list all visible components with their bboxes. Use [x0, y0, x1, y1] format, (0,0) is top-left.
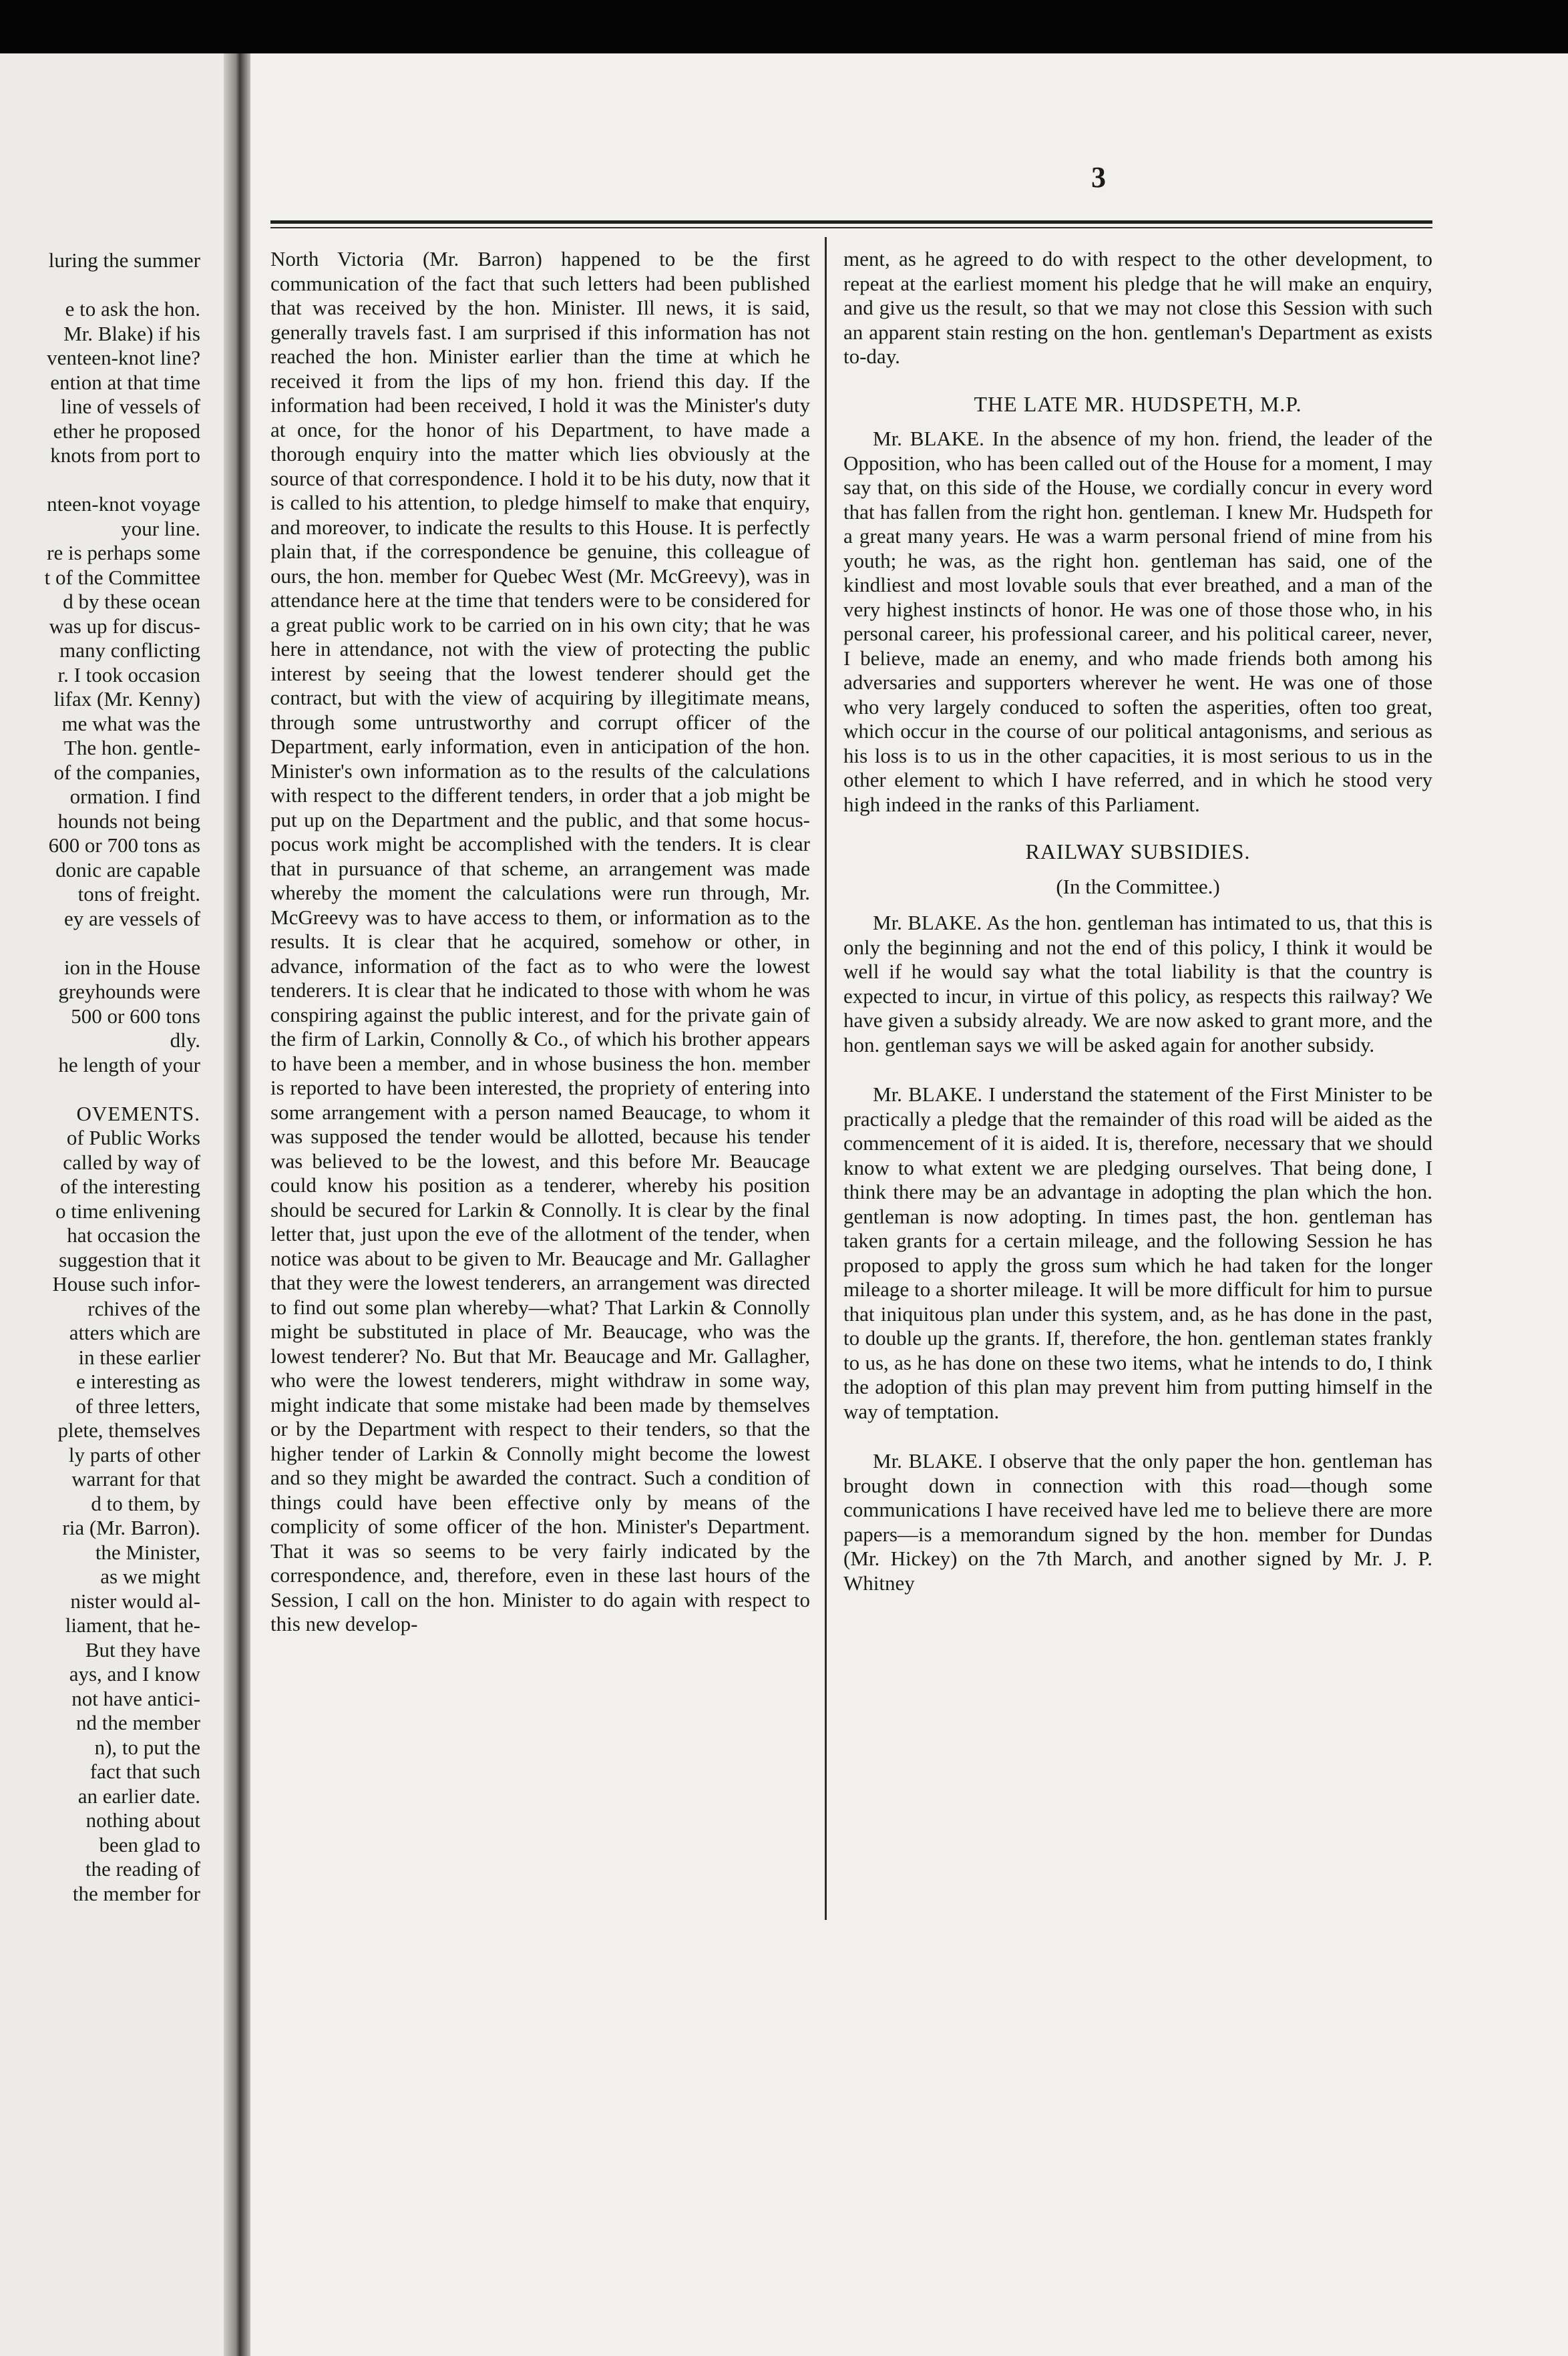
previous-page-line: suggestion that it — [59, 1247, 200, 1271]
previous-page-line: nothing about — [85, 1808, 200, 1832]
previous-page-line: dly. — [170, 1028, 200, 1052]
previous-page-line: e interesting as — [76, 1370, 200, 1393]
previous-page-line — [0, 273, 200, 298]
previous-page-line: r. I took occasion — [57, 662, 200, 686]
previous-page-line: greyhounds were — [58, 980, 200, 1003]
previous-page-lines — [0, 248, 200, 1906]
previous-page-line: plete, themselves — [57, 1418, 200, 1442]
previous-page-line: ria (Mr. Barron). — [62, 1516, 200, 1539]
previous-page-line — [0, 468, 200, 493]
previous-page-line: been glad to — [99, 1832, 200, 1856]
previous-page-line: d to them, by — [91, 1491, 200, 1515]
header-rule — [270, 220, 1432, 224]
previous-page-line: nd the member — [76, 1711, 200, 1734]
body-paragraph: North Victoria (Mr. Barron) happened to be the first communication of the fact that such letters had been published that was received by the hon. Minister. Ill news, it is said, generally travels fast. I am surprised if this information has not reached the hon. Minister earlier than the time at which he received it from the lips of my hon. friend this day. If the information had been received, I hold it was the Minister's duty at once, for the honor of his Department, to have made a thorough enquiry into the matter which lies obviously at the source of that correspondence. I hold it to be his duty, now that it is called to his attention, to pledge himself to make that enquiry, and moreover, to indicate the results to this House. It is perfectly plain that, if the correspondence be genuine, this colleague of ours, the hon. member for Quebec West (Mr. McGreevy), was in attendance here at the time that tenders were to be considered for a great public work to be carried on in his own city; that he was here in attendance, not with the view of protecting the public interest by seeing that the lowest tenderer should get the contract, but with the view of acquiring by illegitimate means, through some untrustworthy and corrupt officer of the Department, early information, even in anticipation of the hon. Minister's own information as to the results of the calculations with respect to the different tenders, in order that a job might be put up on the Department and the public, and that some hocus-pocus work might be accomplished with the tenders. It is clear that in pursuance of that scheme, an arrangement was made whereby the moment the calculations were run through, Mr. McGreevy was to have access to them, or information as to the results. It is clear that he acquired, somehow or other, in advance, information of the fact as to who were the lowest tenderers. It is clear that he indicated to those with whom he was conspiring against the public interest, and for the private gain of the firm of Larkin, Connolly & Co., of which his brother appears to have been a member, and in whose business the hon. member is reported to have been interested, the propriety of entering into some arrangement with a person named Beaucage, to whom it was supposed the tender would be allotted, because his tender was believed to be the lowest, and this before Mr. Beaucage could know his position as a tenderer, whereby his position should be secured for Larkin & Connolly. It is clear by the final letter that, just upon the eve of the allotment of the tender, when notice was about to be given to Mr. Beaucage and Mr. Gallagher that they were the lowest tenderers, an arrangement was directed to find out some plan whereby—what? That Larkin & Connolly might be substituted in place of Mr. Beaucage, who was the lowest tenderer? No. But that Mr. Beaucage and Mr. Gallagher, who were the lowest tenderers, might withdraw in some way, might indicate that some mistake had been made by themselves or by the Department with respect to their tenders, so that the higher tender of Larkin & Connolly might become the lowest and so they might be awarded the contract. Such a condition of things could have been effective only by means of the complicity of some officer of the hon. Minister's Department. That it was so seems to be very fairly indicated by the correspondence, and, therefore, even in these last hours of the Session, I call on the hon. Minister to do again with respect to this new develop- — [270, 247, 810, 1635]
previous-page-line: hounds not being — [57, 809, 200, 833]
previous-page-line: the member for — [72, 1881, 200, 1905]
previous-page-line: warrant for that — [71, 1467, 200, 1491]
body-paragraph: Mr. BLAKE. In the absence of my hon. friend, the leader of the Opposition, who has been called out of the House for a moment, I may say that, on this side of the House, we cordially concur in every word that has fallen from the right hon. gentleman. I knew Mr. Hudspeth for a great many years. He was a warm personal friend of mine from his youth; he was, as the right hon. gentleman has said, one of the kindliest and most lovable souls that ever breathed, and a man of the very highest instincts of honor. He was one of those those who, in his personal career, his professional career, and his political career, never, I believe, made an enemy, and who made friends both among his adversaries and supporters wherever he went. He was one of those who very largely conduced to soften the asperities, often too great, which occur in the course of our political antagonisms, and serious as his loss is to us in the other capacities, it is most serious to us in the other element to which I have referred, and in which he stood very high indeed in the ranks of this Parliament. — [843, 427, 1432, 816]
page-number: 3 — [1091, 161, 1106, 194]
previous-page-line: t of the Committee — [44, 565, 200, 589]
book-gutter — [224, 53, 250, 2356]
previous-page-line: The hon. gentle- — [63, 736, 200, 759]
previous-page-line: an earlier date. — [77, 1784, 200, 1808]
previous-page-line: luring the summer — [48, 248, 200, 272]
previous-page-line: ey are vessels of — [64, 906, 200, 930]
left-column — [270, 247, 810, 1637]
previous-page-line: of three letters, — [75, 1394, 200, 1418]
document-page — [250, 53, 1568, 2356]
previous-page-line: was up for discus- — [49, 614, 200, 638]
previous-page-line: 600 or 700 tons as — [48, 833, 200, 857]
previous-page-fragment — [0, 53, 224, 2356]
column-divider — [825, 237, 827, 1920]
previous-page-line: ly parts of other — [68, 1442, 200, 1466]
previous-page-line: ion in the House — [63, 955, 200, 979]
section-heading-hudspeth: THE LATE MR. HUDSPETH, M.P. — [974, 391, 1302, 416]
body-paragraph: Mr. BLAKE. I understand the statement of the First Minister to be practically a pledge that the remainder of this road will be aided as the commencement of it is aided. It is, therefore, necessary that we should know to what extent we are pledging ourselves. That being done, I think there may be an advantage in adopting the plan which the hon. gentleman is now adopting. In times past, the hon. gentleman has taken grants for a certain mileage, and the following Session he has proposed to apply the gross sum which he had taken for the longer mileage to a shorter mileage. It will be more difficult for him to pursue that iniquitous plan under this system, and, as he has done in the past, to double up the grants. If, therefore, the hon. gentleman states frankly to us, as he has done on these two items, what he intends to do, I think the adoption of this plan may prevent him from putting himself in the way of temptation. — [843, 1083, 1432, 1423]
previous-page-line: hat occasion the — [67, 1223, 200, 1247]
previous-page-line: of the companies, — [53, 760, 200, 784]
previous-page-line: fact that such — [89, 1760, 200, 1783]
previous-page-line: ether he proposed — [53, 419, 200, 443]
previous-page-line: But they have — [85, 1637, 200, 1661]
previous-page-line: ays, and I know — [69, 1662, 200, 1686]
right-column — [843, 247, 1432, 1595]
previous-page-line: venteen-knot line? — [47, 346, 200, 369]
previous-page-line: he length of your — [58, 1052, 200, 1076]
previous-page-line: not have antici- — [71, 1686, 200, 1710]
previous-page-line: 500 or 600 tons — [71, 1004, 200, 1028]
previous-page-line: n), to put the — [94, 1735, 200, 1759]
previous-page-line: your line. — [121, 516, 200, 540]
body-paragraph-continued: ment, as he agreed to do with respect to the other development, to repeat at the earliest moment his pledge that he will make an enquiry, and give us the result, so that we may not close this Session with such an apparent stain resting on the hon. gentleman's Department as exists to-day. — [843, 247, 1432, 368]
previous-page-line: atters which are — [69, 1321, 200, 1344]
previous-page-line — [0, 931, 200, 956]
section-heading-railway-subsidies: RAILWAY SUBSIDIES. — [1025, 839, 1251, 863]
previous-page-line: the reading of — [85, 1857, 200, 1881]
previous-page-line: nister would al- — [70, 1589, 200, 1613]
previous-page-line: d by these ocean — [63, 590, 200, 613]
previous-page-line: liament, that he- — [65, 1613, 200, 1637]
previous-page-line: donic are capable — [55, 857, 200, 881]
previous-page-line: the Minister, — [95, 1540, 200, 1564]
previous-page-line: tons of freight. — [77, 882, 200, 906]
header-rule-thin — [270, 227, 1432, 228]
previous-page-line: ention at that time — [50, 370, 200, 394]
previous-page-line: line of vessels of — [60, 395, 200, 418]
previous-page-line: House such infor- — [52, 1272, 200, 1296]
previous-page-line: me what was the — [61, 711, 200, 735]
previous-page-line: re is perhaps some — [47, 541, 200, 564]
previous-page-line — [0, 1077, 200, 1102]
previous-page-line: Mr. Blake) if his — [63, 321, 200, 345]
previous-page-line: many conflicting — [59, 638, 200, 662]
previous-page-line: of the interesting — [59, 1175, 200, 1198]
body-paragraph: Mr. BLAKE. As the hon. gentleman has intimated to us, that this is only the beginning and not the end of this policy, I think it would be well if he would say what the total liability is that the country is expected to incur, in virtue of this policy, as respects this railway? We have given a subsidy already. We are now asked to grant more, and the hon. gentleman says we will be asked again for another subsidy. — [843, 911, 1432, 1056]
previous-page-line: as we might — [100, 1565, 200, 1588]
previous-page-line: rchives of the — [87, 1296, 200, 1320]
previous-page-line: OVEMENTS. — [76, 1101, 200, 1125]
previous-page-line: e to ask the hon. — [65, 297, 200, 321]
scan-top-border — [0, 0, 1568, 53]
body-paragraph: Mr. BLAKE. I observe that the only paper the hon. gentleman has brought down in connection with this road—though some communications I have received have led me to believe there are more papers—is a memorandum signed by the hon. member for Dundas (Mr. Hickey) on the 7th March, and another signed by Mr. J. P. Whitney — [843, 1449, 1432, 1595]
previous-page-line: knots from port to — [50, 443, 200, 467]
previous-page-line: called by way of — [63, 1150, 200, 1174]
previous-page-line: o time enlivening — [55, 1199, 200, 1223]
previous-page-line: lifax (Mr. Kenny) — [53, 687, 200, 711]
section-subheading: (In the Committee.) — [1056, 874, 1220, 898]
previous-page-line: of Public Works — [66, 1126, 200, 1149]
previous-page-line: ormation. I find — [69, 785, 200, 808]
previous-page-line: nteen-knot voyage — [47, 492, 200, 516]
previous-page-line: in these earlier — [78, 1345, 200, 1369]
